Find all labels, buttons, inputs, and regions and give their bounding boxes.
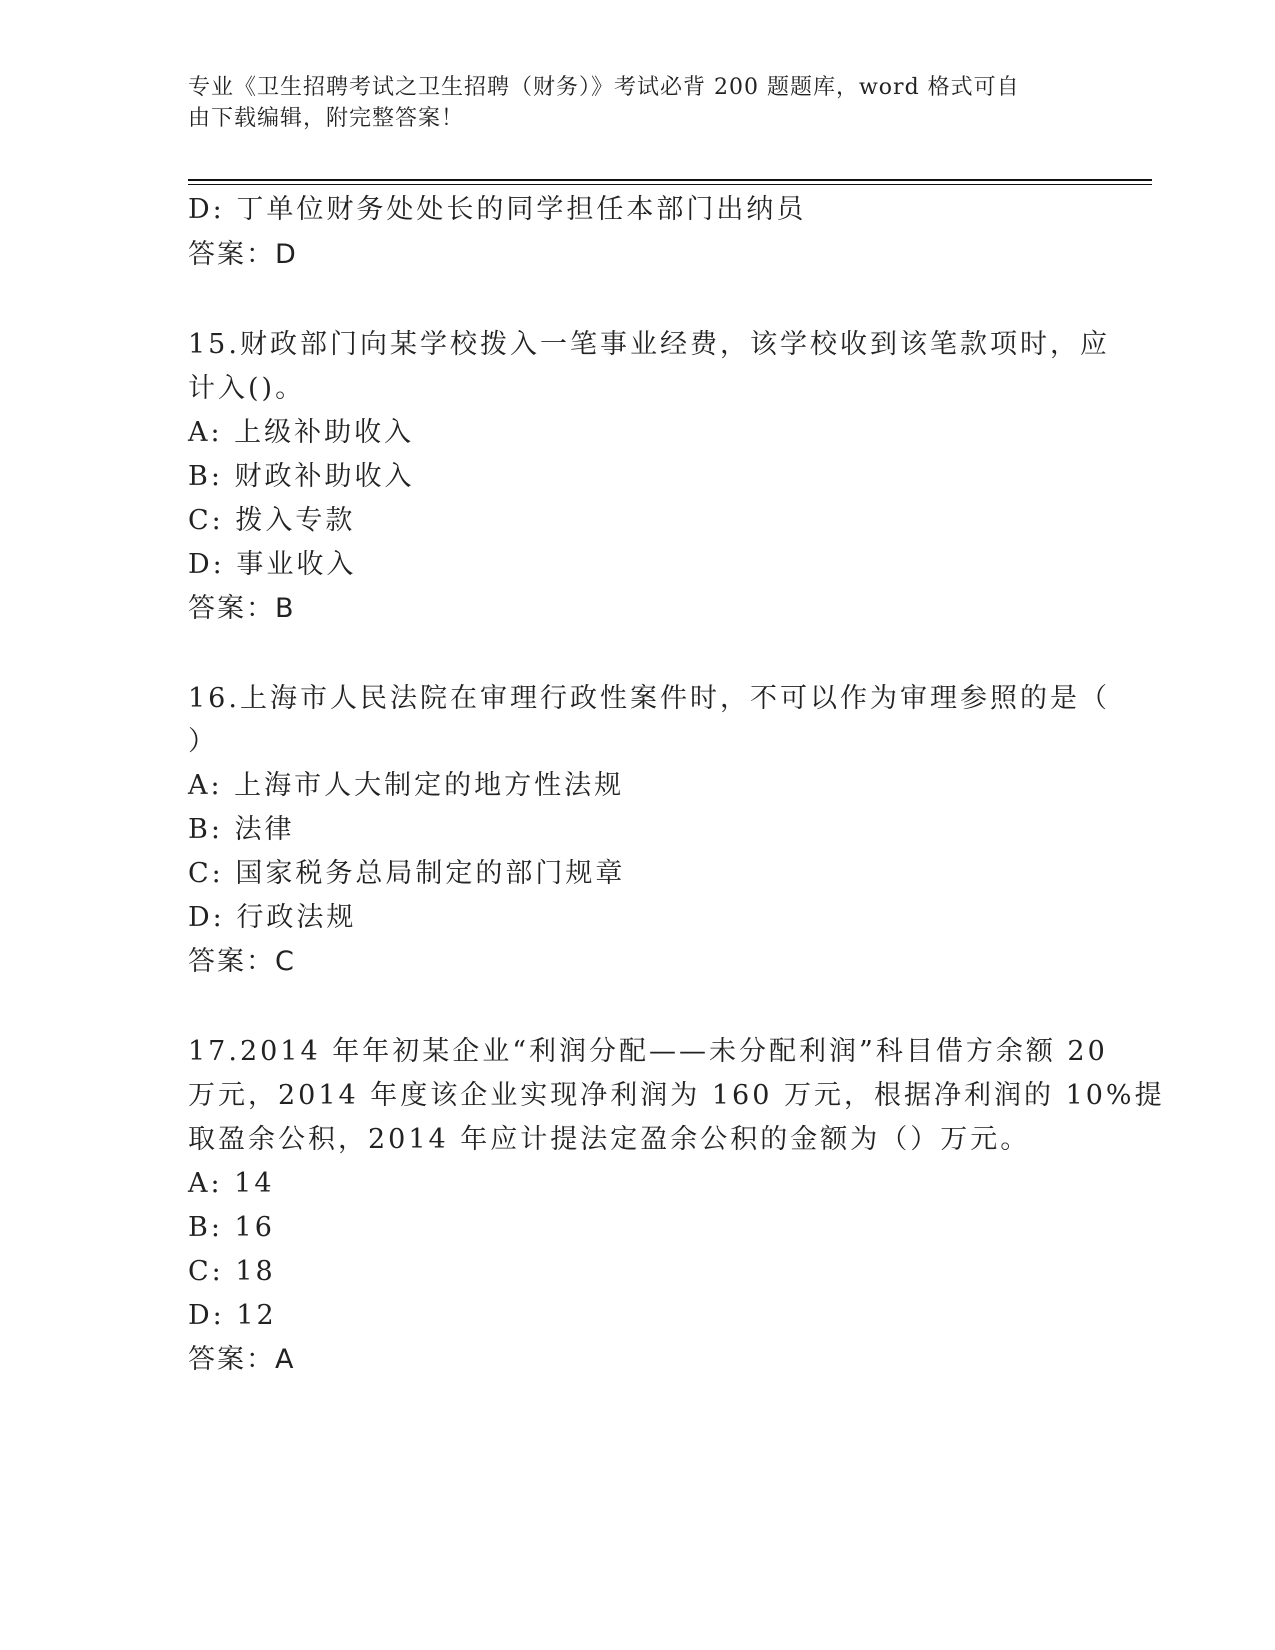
- q17-option-c: C: 18: [188, 1256, 276, 1287]
- q16-option-a: A: 上海市人大制定的地方性法规: [188, 770, 625, 801]
- q16-option-b: B: 法律: [188, 814, 295, 845]
- prev-option-d: D: 丁单位财务处处长的同学担任本部门出纳员: [188, 194, 807, 225]
- q15-option-d: D: 事业收入: [188, 549, 357, 580]
- q15-answer: 答案：B: [188, 593, 296, 624]
- q16-option-c: C: 国家税务总局制定的部门规章: [188, 858, 626, 889]
- q15-option-a: A: 上级补助收入: [188, 417, 415, 448]
- q17-stem-line-1: 17.2014 年年初某企业“利润分配——未分配利润”科目借方余额 20: [188, 1036, 1108, 1067]
- q15-stem-line-1: 15.财政部门向某学校拨入一笔事业经费，该学校收到该笔款项时，应: [188, 329, 1110, 360]
- q17-option-b: B: 16: [188, 1212, 275, 1243]
- q17-option-d: D: 12: [188, 1300, 277, 1331]
- q16-stem-line-1: 16.上海市人民法院在审理行政性案件时，不可以作为审理参照的是（: [188, 683, 1110, 714]
- q16-option-d: D: 行政法规: [188, 902, 357, 933]
- header-divider-thick: [188, 179, 1152, 181]
- header-line-2: 由下载编辑，附完整答案！: [188, 106, 465, 131]
- q16-stem-line-2: ）: [188, 726, 218, 757]
- q16-answer: 答案：C: [188, 946, 296, 977]
- q17-answer: 答案：A: [188, 1344, 296, 1375]
- q15-option-b: B: 财政补助收入: [188, 461, 415, 492]
- prev-answer: 答案：D: [188, 239, 298, 270]
- q17-option-a: A: 14: [188, 1168, 275, 1199]
- header-line-1: 专业《卫生招聘考试之卫生招聘（财务）》考试必背 200 题题库，word 格式可自: [188, 75, 1020, 100]
- q17-stem-line-3: 取盈余公积，2014 年应计提法定盈余公积的金额为（）万元。: [188, 1124, 1031, 1155]
- q15-stem-line-2: 计入()。: [188, 373, 306, 404]
- q15-option-c: C: 拨入专款: [188, 505, 356, 536]
- header-divider-thin: [188, 184, 1152, 185]
- q17-stem-line-2: 万元，2014 年度该企业实现净利润为 160 万元，根据净利润的 10%提: [188, 1080, 1165, 1111]
- document-header: [188, 72, 1068, 134]
